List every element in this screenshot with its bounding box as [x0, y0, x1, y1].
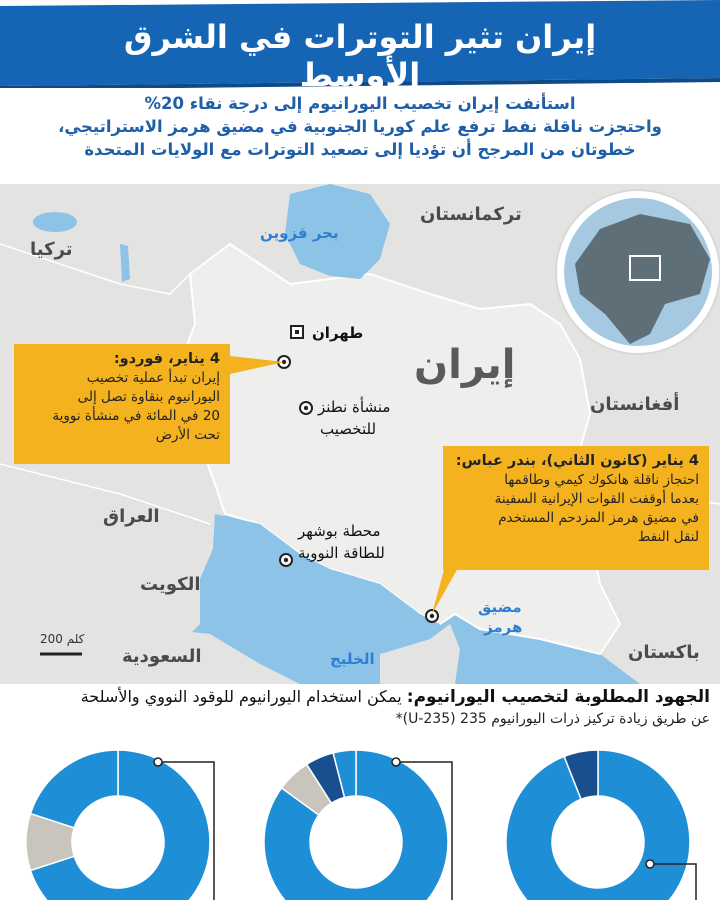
label-natanz-2: للتخصيب — [320, 420, 377, 438]
label-afghanistan: أفغانستان — [590, 394, 680, 415]
section-subtitle: عن طريق زيادة تركيز ذرات اليورانيوم 235 (U-235)* — [395, 711, 710, 727]
label-iran: إيران — [414, 342, 516, 388]
scale-label: 200 كلم — [40, 632, 85, 646]
section-title-line — [10, 686, 710, 708]
label-turkmenistan: تركمانستان — [420, 204, 522, 225]
callout-fordo-line: تحت الأرض — [155, 427, 220, 443]
donut-1-leader-dot — [154, 758, 162, 766]
donut-1-slice-3 — [31, 750, 118, 828]
callout-fordo-line: اليورانيوم بنقاوة تصل إلى — [77, 389, 220, 405]
subtitle-line: خطوتان من المرجح أن تؤديا إلى تصعيد التوترات مع الولايات المتحدة — [84, 140, 636, 159]
subtitle-line: استأنفت إيران تخصيب اليورانيوم إلى درجة نقاء 20% — [144, 94, 576, 113]
callout-bandar-line: احتجاز ناقلة هانكوك كيمي وطاقمها — [504, 472, 699, 488]
subtitle — [20, 92, 700, 184]
section-title: الجهود المطلوبة لتخصيب اليورانيوم: — [406, 687, 710, 707]
section-title-rest: يمكن استخدام اليورانيوم للوقود النووي والأسلحة — [80, 687, 407, 706]
callout-bandar-line: بعدما أوقفت القوات الإيرانية السفينة — [494, 491, 699, 507]
enrichment-section — [10, 686, 710, 730]
label-hormuz-line2: هرمز — [484, 618, 523, 636]
header-banner — [0, 0, 720, 94]
label-hormuz-line1: مضيق — [478, 598, 522, 616]
label-bushehr-1: محطة بوشهر — [298, 522, 381, 540]
label-turkey: تركيا — [30, 239, 73, 260]
page-title: إيران تثير التوترات في الشرق الأوسط — [123, 18, 597, 94]
callout-fordo-line: 20 في المائة في منشأة نووية — [52, 408, 220, 424]
label-saudi: السعودية — [122, 646, 202, 667]
map — [0, 184, 720, 684]
label-pakistan: باكستان — [628, 642, 700, 663]
callout-fordo-title: 4 يناير، فوردو: — [113, 351, 220, 367]
subtitle-line: واحتجزت ناقلة نفط ترفع علم كوريا الجنوبية في مضيق هرمز الاستراتيجي، — [58, 117, 662, 136]
label-natanz-1: منشأة نطنز — [318, 398, 391, 416]
globe-inset — [556, 190, 720, 354]
callout-bandar-abbas — [443, 446, 709, 570]
callout-bandar-title: 4 يناير (كانون الثاني)، بندر عباس: — [455, 453, 699, 469]
donut-svg — [0, 740, 720, 900]
donut-charts — [0, 740, 720, 900]
donut-2-leader-dot — [392, 758, 400, 766]
callout-fordo — [14, 344, 230, 464]
lake — [33, 212, 77, 232]
callout-bandar-line: لنقل النفط — [637, 529, 699, 545]
label-caspian: بحر قزوين — [260, 224, 339, 242]
callout-fordo-line: إيران تبدأ عملية تخصيب — [86, 370, 220, 386]
label-iraq: العراق — [103, 506, 160, 527]
label-kuwait: الكويت — [140, 574, 201, 595]
label-tehran: طهران — [312, 324, 364, 342]
donut-3-leader-dot — [646, 860, 654, 868]
label-bushehr-2: للطاقة النووية — [298, 544, 385, 562]
callout-bandar-line: في مضيق هرمز المزدحم المستخدم — [498, 510, 699, 526]
label-gulf: الخليج — [330, 650, 375, 668]
